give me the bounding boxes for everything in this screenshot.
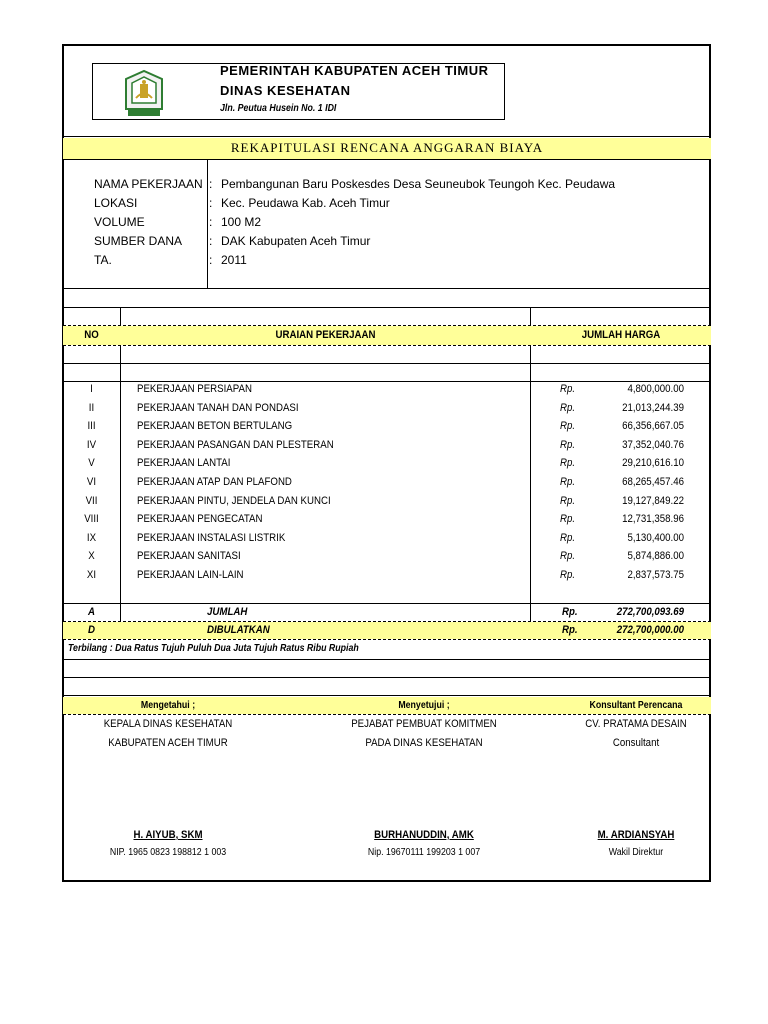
row-amount: 29,210,616.10 [622, 457, 684, 469]
row-description: PEKERJAAN LANTAI [137, 457, 231, 469]
row-no: VI [86, 476, 97, 488]
row-currency: Rp. [560, 569, 576, 581]
row-amount: 5,874,886.00 [627, 550, 684, 562]
info-sep: : [209, 215, 213, 229]
signature-id: NIP. 1965 0823 198812 1 003 [109, 847, 227, 858]
rounded-amount: 272,700,000.00 [616, 624, 684, 636]
signature-title2: Consultant [612, 737, 660, 749]
row-description: PEKERJAAN BETON BERTULANG [137, 420, 293, 432]
rounded-label: DIBULATKAN [207, 624, 270, 636]
row-no: IV [86, 439, 97, 451]
row-no: XI [86, 569, 97, 581]
row-currency: Rp. [560, 476, 576, 488]
row-amount: 37,352,040.76 [622, 439, 684, 451]
row-currency: Rp. [560, 513, 576, 525]
signature-title2: PADA DINAS KESEHATAN [365, 737, 483, 749]
org-address: Jln. Peutua Husein No. 1 IDI [220, 103, 337, 114]
row-amount: 66,356,667.05 [622, 420, 684, 432]
row-description: PEKERJAAN PASANGAN DAN PLESTERAN [137, 439, 334, 451]
signature-id: Nip. 19670111 199203 1 007 [367, 847, 481, 858]
info-label: SUMBER DANA [94, 234, 183, 248]
row-amount: 4,800,000.00 [627, 383, 684, 395]
col-header-no: NO [84, 329, 99, 341]
row-currency: Rp. [560, 383, 576, 395]
info-value: Pembangunan Baru Poskesdes Desa Seuneubok Teungoh Kec. Peudawa [221, 177, 616, 191]
signature-id: Wakil Direktur [608, 847, 664, 858]
row-description: PEKERJAAN ATAP DAN PLAFOND [137, 476, 292, 488]
total-label: JUMLAH [207, 606, 248, 618]
info-label: VOLUME [94, 215, 145, 229]
row-currency: Rp. [560, 402, 576, 414]
row-description: PEKERJAAN SANITASI [137, 550, 241, 562]
aceh-timur-crest-icon [118, 69, 170, 119]
signature-title1: PEJABAT PEMBUAT KOMITMEN [351, 718, 497, 730]
row-currency: Rp. [560, 420, 576, 432]
row-amount: 2,837,573.75 [627, 569, 684, 581]
row-no: IX [86, 532, 97, 544]
total-no: A [87, 606, 95, 618]
row-description: PEKERJAAN PERSIAPAN [137, 383, 252, 395]
info-value: 100 M2 [221, 215, 262, 229]
rounded-no: D [87, 624, 95, 636]
col-header-uraian: URAIAN PEKERJAAN [275, 329, 376, 341]
col-header-jumlah: JUMLAH HARGA [581, 329, 661, 341]
row-description: PEKERJAAN TANAH DAN PONDASI [137, 402, 299, 414]
terbilang-text: Terbilang : Dua Ratus Tujuh Puluh Dua Juta Tujuh Ratus Ribu Rupiah [68, 643, 359, 654]
info-sep: : [209, 234, 213, 248]
signature-name: M. ARDIANSYAH [597, 829, 675, 841]
row-no: VIII [84, 513, 99, 525]
org-name: PEMERINTAH KABUPATEN ACEH TIMUR [220, 63, 489, 78]
total-amount: 272,700,093.69 [616, 606, 684, 618]
info-value: Kec. Peudawa Kab. Aceh Timur [221, 196, 390, 210]
signature-title1: KEPALA DINAS KESEHATAN [103, 718, 233, 730]
row-currency: Rp. [560, 457, 576, 469]
info-sep: : [209, 177, 213, 191]
signature-role: Konsultant Perencana [589, 700, 683, 711]
row-currency: Rp. [560, 532, 576, 544]
info-sep: : [209, 196, 213, 210]
row-no: I [90, 383, 93, 395]
total-currency: Rp. [562, 606, 578, 618]
info-value: DAK Kabupaten Aceh Timur [221, 234, 371, 248]
row-currency: Rp. [560, 495, 576, 507]
info-value: 2011 [221, 253, 247, 267]
signature-name: BURHANUDDIN, AMK [374, 829, 474, 841]
signature-role: Menyetujui ; [398, 700, 450, 711]
org-department: DINAS KESEHATAN [220, 83, 351, 98]
row-amount: 68,265,457.46 [622, 476, 684, 488]
row-currency: Rp. [560, 439, 576, 451]
row-no: X [88, 550, 95, 562]
row-amount: 19,127,849.22 [622, 495, 684, 507]
row-no: II [88, 402, 95, 414]
row-no: VII [85, 495, 98, 507]
row-currency: Rp. [560, 550, 576, 562]
document-title: REKAPITULASI RENCANA ANGGARAN BIAYA [230, 140, 544, 155]
row-amount: 21,013,244.39 [622, 402, 684, 414]
info-label: LOKASI [94, 196, 138, 210]
signature-role: Mengetahui ; [140, 700, 196, 711]
row-amount: 5,130,400.00 [627, 532, 684, 544]
row-description: PEKERJAAN PINTU, JENDELA DAN KUNCI [137, 495, 331, 507]
signature-title2: KABUPATEN ACEH TIMUR [108, 737, 228, 749]
rounded-currency: Rp. [562, 624, 578, 636]
row-no: III [87, 420, 96, 432]
signature-title1: CV. PRATAMA DESAIN [585, 718, 687, 730]
row-amount: 12,731,358.96 [622, 513, 684, 525]
info-label: NAMA PEKERJAAN [94, 177, 203, 191]
info-label: TA. [94, 253, 112, 267]
signature-name: H. AIYUB, SKM [133, 829, 203, 841]
row-description: PEKERJAAN INSTALASI LISTRIK [137, 532, 286, 544]
row-no: V [88, 457, 95, 469]
row-description: PEKERJAAN LAIN-LAIN [137, 569, 244, 581]
row-description: PEKERJAAN PENGECATAN [137, 513, 263, 525]
info-sep: : [209, 253, 213, 267]
